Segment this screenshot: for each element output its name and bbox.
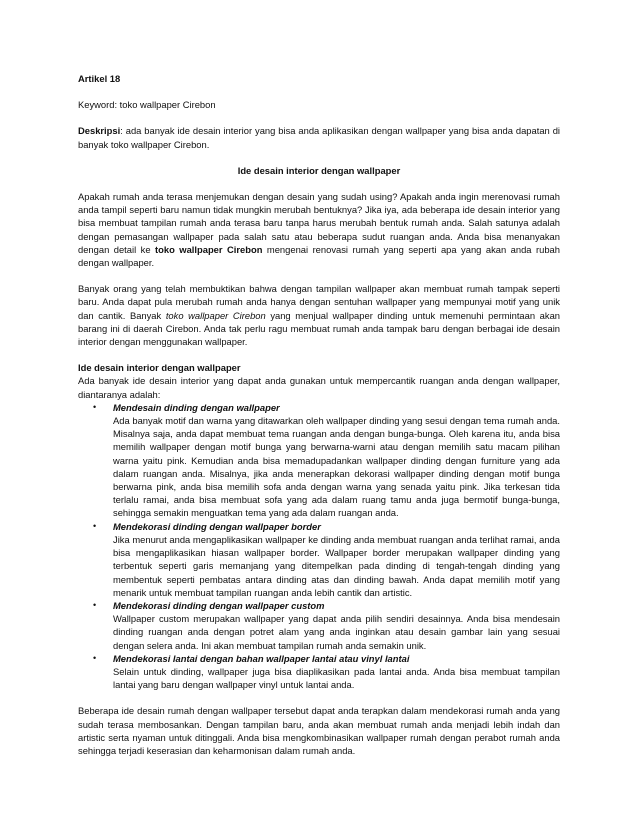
bullet-icon: • [93,599,97,610]
list-item-title: Mendesain dinding dengan wallpaper [113,401,280,413]
paragraph-intro [78,190,560,269]
keyword-line: Keyword: toko wallpaper Cirebon [78,99,216,111]
paragraph-intro-text-b: mengenai renovasi rumah yang seperti apa yang akan anda rubah dengan wallpaper. [78,243,560,269]
section-heading: Ide desain interior dengan wallpaper [78,362,241,374]
description-text: : ada banyak ide desain interior yang bisa anda aplikasikan dengan wallpaper yang bisa anda dapatan di banyak toko wallpaper Cirebon. [78,125,560,150]
list-item-body: Jika menurut anda mengaplikasikan wallpaper ke dinding anda membuat ruangan anda terlihat ramai, anda bisa mengaplikasikan hiasan wallpaper border. Wallpaper border merupakan wallpaper dinding yang terbentuk seperti garis memanjang yang ditempelkan pada dinding di tengah-tengah dinding yang membentuk seperti pembatas antara dinding atas dan dinding bawah. Anda dapat memilih motif yang menarik untuk membuat tampilan ruangan anda lebih cantik dan artistic. [113,533,560,598]
paragraph-second-text-b: yang menjual wallpaper dinding untuk memenuhi permintaan akan barang ini di daerah Cirebon. Anda tak perlu ragu membuat rumah anda tampak baru dengan berbagai ide desain interior dengan menggunakan wallpaper. [78,309,560,348]
list-item [78,520,560,599]
list-item-title: Mendekorasi dinding dengan wallpaper border [113,520,321,532]
list-item [78,401,560,520]
document-page [78,72,560,757]
paragraph-intro-keyword: toko wallpaper Cirebon [155,243,263,255]
article-heading: Artikel 18 [78,73,121,84]
paragraph-second-keyword: toko wallpaper Cirebon [165,309,266,321]
paragraph-second [78,282,560,348]
bullet-icon: • [93,652,97,663]
list-item-title: Mendekorasi lantai dengan bahan wallpaper lantai atau vinyl lantai [113,652,410,664]
list-item-body: Ada banyak motif dan warna yang ditawarkan oleh wallpaper dinding yang sesui dengan tema rumah anda. Misalnya saja, anda dapat membuat tema ruangan anda dengan bunga-bunga. Oleh karena itu, anda bisa memilih wallpaper dengan motif bunga yang berwarna-warni atau dengan memilih satu macam pilihan warna yaitu pink. Kemudian anda bisa memadupadankan wallpaper dinding dengan furniture yang ada dalam ruangan anda. Misalnya, jika anda menerapkan dekorasi wallpaper dinding dengan motif bunga berwarna pink, anda bisa memilih sofa anda dengan warna yang senada yaitu pink. Jika terkesan tida terlalu ramai, anda bisa membuat sofa yang ada dalam ruang tamu anda juga bermotif bunga-bunga, sehingga semakin menguatkan tema yang ada dalam ruangan anda. [113,415,560,519]
bullet-icon: • [93,520,97,531]
bullet-icon: • [93,401,97,412]
list-item [78,599,560,652]
list-item-body: Selain untuk dinding, wallpaper juga bisa diaplikasikan pada lantai anda. Anda bisa membuat tampilan lantai yang baru dengan wallpaper vinyl untuk lantai anda. [113,665,560,691]
article-title: Ide desain interior dengan wallpaper [237,164,401,176]
paragraph-closing: Beberapa ide desain rumah dengan wallpaper tersebut dapat anda terapkan dalam mendekorasi rumah anda yang sudah terasa membosankan. Dengan tampilan baru, anda akan membuat rumah anda menjadi lebih indah dan artistic serta nyaman untuk ditinggali. Anda bisa mengkombinasikan wallpaper rumah dengan perabot rumah anda sehingga terjadi keserasian dan keharmonisan dalam rumah anda. [78,705,560,756]
list-item [78,652,560,692]
paragraph-second-text-a: Banyak orang yang telah membuktikan bahwa dengan tampilan wallpaper akan membuat rumah tampak seperti baru. Anda dapat pula merubah rumah anda hanya dengan sentuhan wallpaper yang mempunyai motif yang unik dan cantik. Banyak [78,283,560,321]
description-label: Deskripsi [78,125,121,137]
list-item-title: Mendekorasi dinding dengan wallpaper custom [113,599,325,611]
list-item-body: Wallpaper custom merupakan wallpaper yang dapat anda pilih sendiri desainnya. Anda bisa mendesain dinding ruangan anda dengan potret alam yang anda inginkan atau desain gambar lain yang sesuai dengan selera anda. Ini akan membuat tampilan rumah anda semakin unik. [113,613,560,651]
section-intro: Ada banyak ide desain interior yang dapat anda gunakan untuk mempercantik ruangan anda dengan wallpaper, diantaranya adalah: [78,375,560,400]
description [78,124,560,150]
idea-list [78,401,560,691]
paragraph-intro-text-a: Apakah rumah anda terasa menjemukan dengan desain yang sudah using? Apakah anda ingin merenovasi rumah anda tampil seperti baru namun tidak mungkin merubah bentuknya? Jika iya, ada beberapa ide desain interior yang bisa membuat tampilan rumah anda terasa baru tanpa harus merubah bentuk rumah anda. Salah satunya adalah dengan pemasangan wallpaper pada salah satu atau beberapa sudut ruangan anda. Anda bisa menanyakan dengan detail ke [78,191,560,255]
